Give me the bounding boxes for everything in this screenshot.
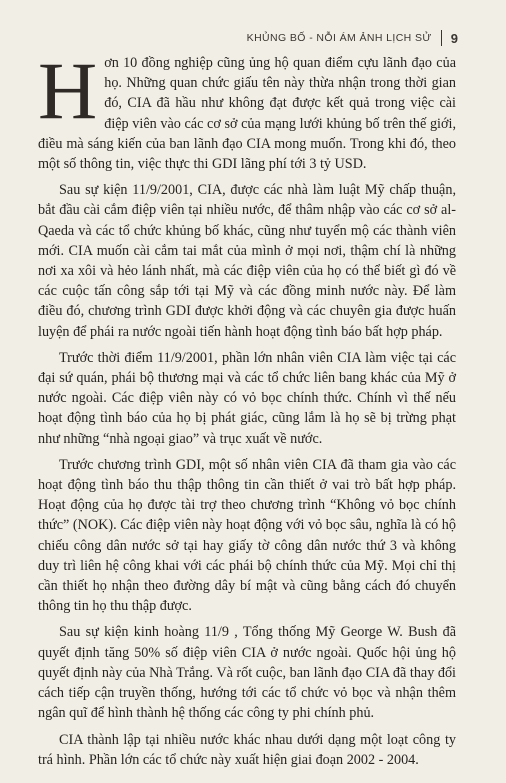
paragraph-5: Sau sự kiện kinh hoàng 11/9 , Tổng thống Mỹ George W. Bush đã quyết định tăng 50% số điệp viên CIA ở nước ngoài. Quốc hội ủng hộ quyết định này của Nhà Trắng. Và rốt cuộc, ban lãnh đạo CIA đã thay đổi cách tiếp cận truyền thống, hướng tới các tổ chức vỏ bọc và nhận thêm ngân quĩ để hình thành hệ thống các công ty phi chính phủ.: [38, 624, 456, 722]
paragraph-1-text: ơn 10 đồng nghiệp cũng ủng hộ quan điểm cựu lãnh đạo của họ. Những quan chức giấu tên này thừa nhận trong thời gian đó, CIA đã hầu như không đạt được kết quả trong việc cài điệp viên vào các cơ sở của mạng lưới khủng bố trên thế giới, điều mà sáng kiến của ban lãnh đạo CIA mong muốn. Trong khi đó, theo một số thông tin, việc thực thi GDI lãng phí tới 3 tỷ USD.: [38, 55, 456, 173]
body-text: [38, 45, 456, 776]
drop-cap: H: [38, 45, 98, 136]
paragraph-6: CIA thành lập tại nhiều nước khác nhau dưới dạng một loạt công ty trá hình. Phần lớn các tổ chức này xuất hiện giai đoạn 2002 - 2004.: [38, 731, 456, 768]
page-number: 9: [450, 30, 458, 46]
paragraph-2: Sau sự kiện 11/9/2001, CIA, được các nhà làm luật Mỹ chấp thuận, bắt đầu cài cắm điệp viên tại nhiều nước, để thâm nhập vào các cơ sở al-Qaeda và các tổ chức khủng bố khác, cũng như tuyển mộ các thành viên mới. CIA muốn cài cắm tai mắt của mình ở mọi nơi, thậm chí là những nơi xa xôi và hẻo lánh nhất, mà các điệp viên của họ có thể biết gì đó về các cuộc tấn công sắp tới tại Mỹ và các đồng minh nước này. Để làm điều đó, chương trình GDI được khởi động và các chuyên gia được huấn luyện để phái ra nước ngoài tiến hành hoạt động tình báo bất hợp pháp.: [38, 182, 456, 340]
running-title: KHỦNG BỐ - NỖI ÁM ẢNH LỊCH SỬ: [246, 32, 432, 44]
paragraph-3: Trước thời điểm 11/9/2001, phần lớn nhân viên CIA làm việc tại các đại sứ quán, phái bộ thương mại và các tổ chức liên bang khác của Mỹ ở nước ngoài. Các điệp viên này có vỏ bọc chính thức. Chính vì thế nếu hoạt động tình báo của họ bị phát giác, cũng lắm là họ sẽ bị trừng phạt như những “nhà ngoại giao” và trục xuất về nước.: [38, 349, 456, 447]
paragraph-1: [38, 45, 456, 174]
paragraph-4: Trước chương trình GDI, một số nhân viên CIA đã tham gia vào các hoạt động tình báo thu thập thông tin cần thiết ở vai trò bất hợp pháp. Hoạt động của họ được tài trợ theo chương trình “Không vỏ bọc chính thức” (NOK). Các điệp viên này hoạt động với vỏ bọc sâu, nghĩa là có hộ chiếu công dân nước sở tại hay giấy tờ công dân nước thứ 3 và không duy trì liên hệ công khai với các phái bộ chính thức của Mỹ. Mọi chỉ thị cần thiết họ nhận theo đường dây bí mật và cũng bằng cách đó chuyển thông tin họ thu thập được.: [38, 456, 456, 615]
header-divider: [441, 30, 442, 46]
running-header: [247, 30, 458, 46]
